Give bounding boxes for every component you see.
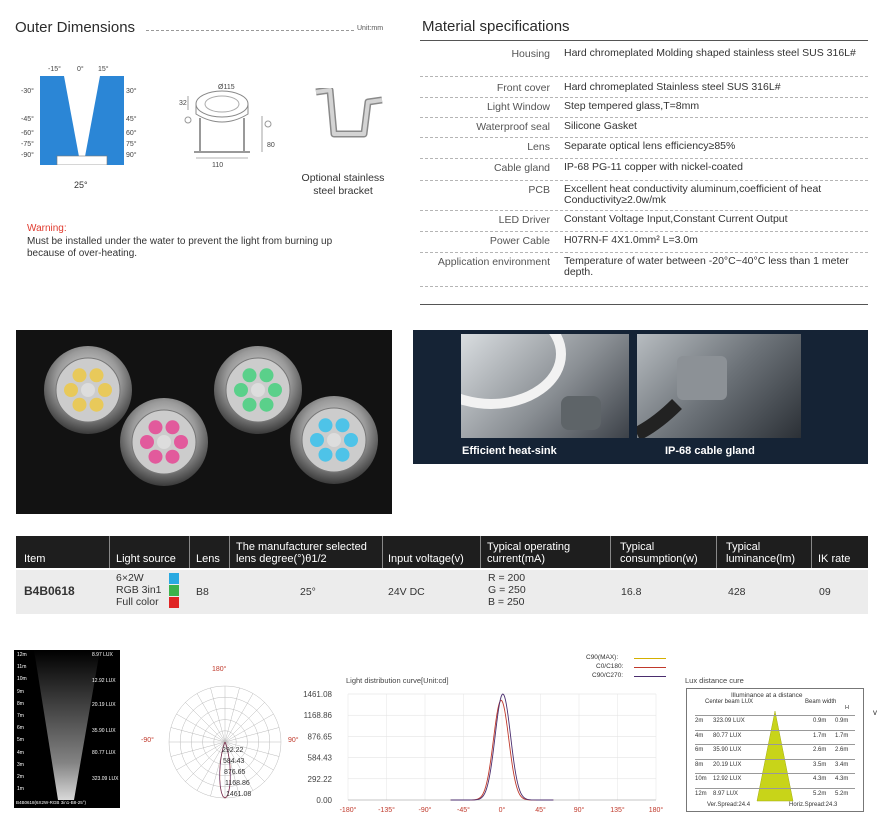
beam-angles-top: -15° 0° 15° — [48, 66, 109, 73]
center-cap — [327, 433, 341, 447]
polar-value: 292.22 — [222, 747, 244, 754]
y-tick-label: 584.43 — [307, 753, 332, 763]
detail-photos — [413, 330, 868, 464]
material-row — [420, 180, 868, 211]
beam-lux-label: 8.97 LUX — [92, 652, 113, 658]
beam-angles-left: -30° -45° -60° -75° -90° — [21, 88, 34, 159]
header-lens-degree: The manufacturer selected lens degree(°)θ1/2 — [236, 541, 367, 565]
divider — [480, 536, 481, 568]
header-input-voltage: Input voltage(v) — [388, 553, 464, 565]
divider — [189, 536, 190, 568]
y-tick-label: 1168.86 — [303, 711, 332, 721]
material-bottom-rule — [420, 304, 868, 305]
divider — [716, 536, 717, 568]
beam-scale-label: 3m — [17, 761, 24, 768]
material-key: Lens — [527, 141, 550, 153]
beam-lux-label: 35.90 LUX — [92, 728, 116, 734]
beam-scale-label: 9m — [17, 688, 24, 695]
lux-distance: 6m — [695, 747, 704, 753]
led-lens — [260, 398, 274, 412]
beam-scale-label: 4m — [17, 749, 24, 756]
beam-angle-diagram — [40, 76, 124, 165]
material-key: Power Cable — [489, 235, 550, 247]
center-cap — [157, 435, 171, 449]
beam-lux-label: 323.09 LUX — [92, 776, 119, 782]
beam-scale-label: 2m — [17, 774, 24, 780]
lux-row — [695, 759, 855, 774]
polar-value: 876.65 — [224, 769, 246, 776]
led-lens — [149, 450, 163, 464]
beam-scale-label: 8m — [17, 700, 24, 707]
material-key: LED Driver — [498, 214, 550, 226]
beam-width-h: 5.2m — [835, 790, 849, 797]
ik-value: 09 — [819, 586, 831, 598]
beam-width-v: 1.7m — [813, 732, 827, 739]
material-value: IP-68 PG-11 copper with nickel-coated — [564, 161, 743, 173]
led-lens — [90, 398, 104, 412]
led-lens — [268, 383, 282, 397]
material-key: Front cover — [496, 82, 550, 94]
lens-value: B8 — [196, 586, 209, 598]
material-row — [420, 44, 868, 77]
x-tick-label: -135° — [378, 807, 395, 814]
beam-scale-label: 5m — [17, 737, 24, 744]
degree-value: 25° — [300, 586, 316, 598]
warning-text: Must be installed under the water to prevent the light from burning up because of over-heating. — [27, 236, 333, 259]
x-tick-label: 90° — [573, 807, 585, 814]
spec-table-header — [16, 536, 868, 568]
material-top-rule — [420, 40, 868, 41]
ver-spread: Ver.Spread:24.4 — [707, 802, 751, 808]
lux-distance: 2m — [695, 718, 704, 724]
material-key: PCB — [528, 184, 550, 196]
beam-width-v: 2.6m — [813, 747, 827, 753]
polar-right-label: 90° — [288, 737, 299, 744]
beam-width-h: 0.9m — [835, 718, 849, 724]
x-tick-label: 180° — [648, 807, 664, 814]
item-code: B4B0618 — [24, 584, 75, 598]
x-tick-label: 0° — [498, 807, 506, 814]
distribution-curve-chart — [300, 686, 670, 816]
material-value: Hard chromeplated Stainless steel SUS 316L# — [564, 81, 781, 93]
legend-swatch — [634, 667, 666, 668]
y-tick-label: 0.00 — [316, 796, 332, 805]
lux-value: 8.97 LUX — [713, 790, 739, 797]
y-tick-label: 292.22 — [307, 774, 332, 784]
dim-height-small: 32 — [179, 100, 187, 107]
beam-caption: B4B0618(6X2W-RGB 3in1-B8-25°) — [16, 800, 87, 805]
material-row — [420, 252, 868, 287]
beam-scale-label: 1m — [17, 786, 24, 793]
material-key: Application environment — [437, 256, 550, 268]
material-value: Step tempered glass,T=8mm — [564, 100, 700, 112]
spec-table-row — [16, 570, 868, 614]
divider — [610, 536, 611, 568]
beam-width-h: 1.7m — [835, 732, 849, 739]
polar-top-label: 180° — [212, 666, 227, 673]
material-row — [420, 78, 868, 98]
lux-distance: 12m — [695, 790, 707, 797]
led-lens — [234, 383, 248, 397]
led-lens — [243, 398, 257, 412]
center-cap — [81, 383, 95, 397]
current-cell: R = 200 G = 250 B = 250 — [488, 572, 526, 608]
led-lens — [73, 398, 87, 412]
voltage-value: 24V DC — [388, 586, 425, 598]
material-value: Excellent heat conductivity aluminum,coefficient of heat Conductivity≥2.0w/mk — [564, 183, 822, 206]
legend-swatch — [634, 676, 666, 677]
material-key: Waterproof seal — [476, 121, 550, 133]
polar-value: 1168.86 — [225, 780, 250, 787]
beam-scale-label: 6m — [17, 725, 24, 732]
beam-width-h: 2.6m — [835, 747, 849, 753]
lux-distance: 10m — [695, 776, 707, 782]
beam-width-h: 3.4m — [835, 761, 849, 768]
lux-row — [695, 730, 855, 745]
material-row — [420, 137, 868, 159]
led-lens — [344, 433, 358, 447]
v-label: v — [873, 708, 877, 717]
header-item: Item — [24, 553, 46, 565]
polar-value: 584.43 — [223, 758, 245, 765]
header-consumption: Typical consumption(w) — [620, 541, 698, 565]
legend-label: C0/C180: — [596, 663, 624, 670]
beam-width-v: 5.2m — [813, 790, 827, 797]
warning-title: Warning: — [27, 223, 67, 234]
lux-value: 80.77 LUX — [713, 732, 742, 739]
led-lens — [64, 383, 78, 397]
divider — [146, 30, 354, 31]
beam-width-v: 0.9m — [813, 718, 827, 724]
illum-title: Illuminance at a distance — [731, 692, 803, 699]
y-tick-label: 876.65 — [307, 732, 332, 742]
led-lens — [140, 435, 154, 449]
led-lens — [319, 418, 333, 432]
header-light-source: Light source — [116, 553, 176, 565]
lux-value: 35.90 LUX — [713, 747, 742, 753]
lux-value: 323.09 LUX — [713, 718, 745, 724]
gland-photo — [637, 334, 801, 438]
product-photo — [16, 330, 392, 514]
header-lens: Lens — [196, 553, 220, 565]
lux-distance: 8m — [695, 761, 704, 768]
legend-swatch — [634, 658, 666, 659]
header-operating-current: Typical operating current(mA) — [487, 541, 571, 565]
beam-lux-label: 80.77 LUX — [92, 750, 116, 756]
lux-value: 20.19 LUX — [713, 761, 742, 768]
material-key: Housing — [511, 48, 550, 60]
polar-value: 1461.08 — [226, 791, 252, 798]
lux-distance: 4m — [695, 732, 704, 739]
led-lens — [336, 448, 350, 462]
bracket-drawing — [312, 88, 386, 154]
material-key: Light Window — [486, 101, 550, 113]
bracket-caption: Optional stainless steel bracket — [301, 172, 385, 197]
x-tick-label: -90° — [418, 807, 432, 814]
hor-spread: Horiz.Spread:24.3 — [789, 802, 838, 808]
lux-row — [695, 788, 855, 803]
beam-scale-label: 10m — [17, 676, 27, 683]
caption-heatsink: Efficient heat-sink — [462, 445, 557, 457]
led-lens — [166, 450, 180, 464]
divider — [229, 536, 230, 568]
material-value: Silicone Gasket — [564, 120, 637, 132]
beam-photo — [14, 650, 120, 808]
divider — [382, 536, 383, 568]
legend-label: C90(MAX): — [586, 654, 619, 661]
led-lens — [90, 368, 104, 382]
fixture-drawing — [178, 82, 278, 182]
beam-scale-label: 7m — [17, 713, 24, 719]
material-value: Temperature of water between -20°C~40°C less than 1 meter depth. — [564, 255, 849, 278]
led-lens — [336, 418, 350, 432]
led-lens — [319, 448, 333, 462]
curve-title: Light distribution curve[Unit:cd] — [346, 676, 449, 685]
lux-title: Lux distance cure — [685, 676, 744, 685]
consumption-value: 16.8 — [621, 586, 642, 598]
beam-width-v: 3.5m — [813, 761, 827, 768]
caption-gland: IP-68 cable gland — [665, 445, 755, 457]
header-ik-rate: IK rate — [818, 553, 851, 565]
material-value: Hard chromeplated Molding shaped stainless steel SUS 316L# — [564, 47, 856, 59]
material-value: H07RN-F 4X1.0mm² L=3.0m — [564, 234, 698, 246]
lux-row — [695, 744, 855, 759]
outer-dimensions-title: Outer Dimensions — [15, 19, 136, 36]
dim-height: 80 — [267, 142, 275, 149]
lux-distance-panel — [686, 688, 864, 812]
material-value: Separate optical lens efficiency≥85% — [564, 140, 736, 152]
material-row — [420, 117, 868, 138]
beam-width-h: 4.3m — [835, 776, 849, 782]
beam-width-v: 4.3m — [813, 776, 827, 782]
material-value: Constant Voltage Input,Constant Current Output — [564, 213, 788, 225]
x-tick-label: 45° — [535, 807, 546, 814]
led-lens — [310, 433, 324, 447]
material-key: Cable gland — [493, 162, 550, 174]
beam-angle-label: 25° — [74, 180, 88, 190]
x-tick-label: -180° — [339, 807, 357, 814]
heatsink-photo — [461, 334, 629, 438]
material-row — [420, 97, 868, 118]
header-luminance: Typical luminance(lm) — [726, 541, 796, 565]
col-center: Center beam LUX — [705, 699, 754, 705]
polar-left-label: -90° — [141, 737, 154, 744]
col-h: H — [845, 705, 849, 711]
beam-scale-label: 11m — [17, 664, 27, 671]
dim-width: 110 — [212, 162, 224, 169]
lux-row — [695, 773, 855, 788]
divider — [109, 536, 110, 568]
led-lens — [166, 420, 180, 434]
polar-chart — [150, 664, 300, 814]
unit-label: Unit:mm — [357, 25, 384, 32]
material-row — [420, 231, 868, 253]
led-lens — [98, 383, 112, 397]
beam-lux-label: 12.92 LUX — [92, 678, 116, 684]
legend-label: C90/C270: — [592, 672, 624, 679]
lux-value: 12.92 LUX — [713, 776, 742, 782]
led-lens — [260, 368, 274, 382]
swatch-red — [169, 597, 179, 608]
material-row — [420, 210, 868, 232]
x-tick-label: -45° — [457, 807, 470, 814]
swatch-green — [169, 585, 179, 596]
led-lens — [243, 368, 257, 382]
col-width: Beam width — [805, 699, 837, 705]
y-tick-label: 1461.08 — [303, 690, 332, 699]
lux-row — [695, 715, 855, 730]
dim-diameter: Ø115 — [218, 84, 235, 91]
center-cap — [251, 383, 265, 397]
divider — [811, 536, 812, 568]
material-title: Material specifications — [422, 18, 570, 35]
material-row — [420, 158, 868, 181]
light-source-cell: 6×2W RGB 3in1 Full color — [116, 572, 162, 608]
luminance-value: 428 — [728, 586, 746, 598]
swatch-blue — [169, 573, 179, 584]
led-lens — [73, 368, 87, 382]
x-tick-label: 135° — [610, 807, 625, 814]
led-lens — [149, 420, 163, 434]
beam-angles-right: 30° 45° 60° 75° 90° — [126, 88, 137, 159]
beam-scale-label: 12m — [17, 652, 27, 658]
led-lens — [174, 435, 188, 449]
beam-lux-label: 20.19 LUX — [92, 702, 116, 708]
